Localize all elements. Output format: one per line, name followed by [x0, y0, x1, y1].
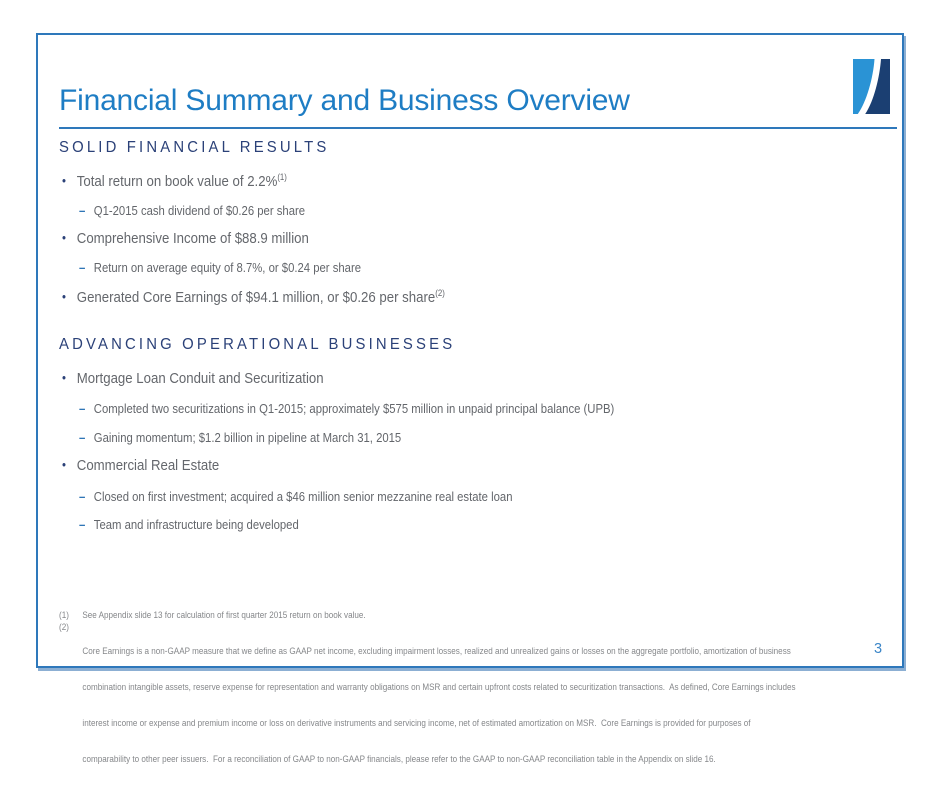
sub-bullet-item	[79, 260, 361, 275]
bullet-item	[62, 288, 445, 306]
sub-bullet-item	[79, 203, 305, 218]
section-heading-solid-financial-results: SOLID FINANCIAL RESULTS	[59, 139, 330, 156]
bullet-dot-icon: •	[62, 230, 66, 245]
bullet-dot-icon: •	[62, 289, 66, 304]
dash-icon: –	[79, 517, 86, 532]
footnote-line: interest income or expense and premium income or loss on derivative instruments and servicing income, net of estimated amortization on MSR. Core Earnings is provided for purposes of	[82, 718, 751, 728]
footnote-line: comparability to other peer issuers. For a reconciliation of GAAP to non-GAAP financials, please refer to the GAAP to non-GAAP reconciliation table in the Appendix on slide 16.	[82, 754, 716, 764]
footnote	[59, 621, 796, 789]
sub-bullet-text: Completed two securitizations in Q1-2015; approximately $575 million in unpaid principal balance (UPB)	[93, 401, 615, 416]
dash-icon: –	[79, 260, 86, 275]
bullet-dot-icon: •	[62, 370, 66, 385]
sub-bullet-item	[79, 430, 401, 445]
footnote-text: See Appendix slide 13 for calculation of first quarter 2015 return on book value.	[82, 610, 366, 620]
bullet-item	[62, 457, 219, 474]
bullet-dot-icon: •	[62, 457, 66, 472]
bullet-dot-icon: •	[62, 173, 66, 188]
sub-bullet-text: Q1-2015 cash dividend of $0.26 per share	[93, 203, 306, 218]
sub-bullet-text: Return on average equity of 8.7%, or $0.24 per share	[93, 260, 362, 275]
dash-icon: –	[79, 430, 86, 445]
footnote-ref: (1)	[277, 172, 287, 182]
sub-bullet-item	[79, 401, 614, 416]
two-harbors-logo-icon	[853, 59, 890, 114]
bullet-text: Total return on book value of 2.2%	[76, 173, 278, 190]
section-heading-advancing-operational-businesses: ADVANCING OPERATIONAL BUSINESSES	[59, 336, 456, 353]
sub-bullet-text: Team and infrastructure being developed	[93, 517, 299, 532]
footnote-marker: (1)	[59, 610, 69, 620]
footnote	[59, 609, 796, 621]
bullet-item	[62, 172, 287, 190]
bullet-item	[62, 370, 324, 387]
bullet-text: Comprehensive Income of $88.9 million	[76, 230, 309, 247]
footnote-line: combination intangible assets, reserve expense for representation and warranty obligations on MSR and certain upfront costs related to securitization transactions. As defined, Core Earnings includes	[82, 682, 796, 692]
sub-bullet-item	[79, 489, 512, 504]
dash-icon: –	[79, 203, 86, 218]
title-divider-rule	[59, 127, 897, 129]
bullet-text: Commercial Real Estate	[76, 457, 220, 474]
dash-icon: –	[79, 401, 86, 416]
page-title: Financial Summary and Business Overview	[59, 84, 630, 117]
dash-icon: –	[79, 489, 86, 504]
footnote-ref: (2)	[435, 288, 445, 298]
footnotes-block	[59, 609, 796, 789]
sub-bullet-text: Closed on first investment; acquired a $46 million senior mezzanine real estate loan	[93, 489, 513, 504]
bullet-text: Generated Core Earnings of $94.1 million, or $0.26 per share	[76, 289, 436, 306]
sub-bullet-item	[79, 517, 299, 532]
footnote-text	[82, 621, 795, 789]
sub-bullet-text: Gaining momentum; $1.2 billion in pipeline at March 31, 2015	[93, 430, 402, 445]
bullet-item	[62, 230, 309, 247]
page-number: 3	[873, 641, 883, 657]
footnote-line: Core Earnings is a non-GAAP measure that we define as GAAP net income, excluding impairment losses, realized and unrealized gains or losses on the aggregate portfolio, amortization of business	[82, 646, 791, 656]
bullet-text: Mortgage Loan Conduit and Securitization	[76, 370, 324, 387]
footnote-marker: (2)	[59, 622, 69, 632]
